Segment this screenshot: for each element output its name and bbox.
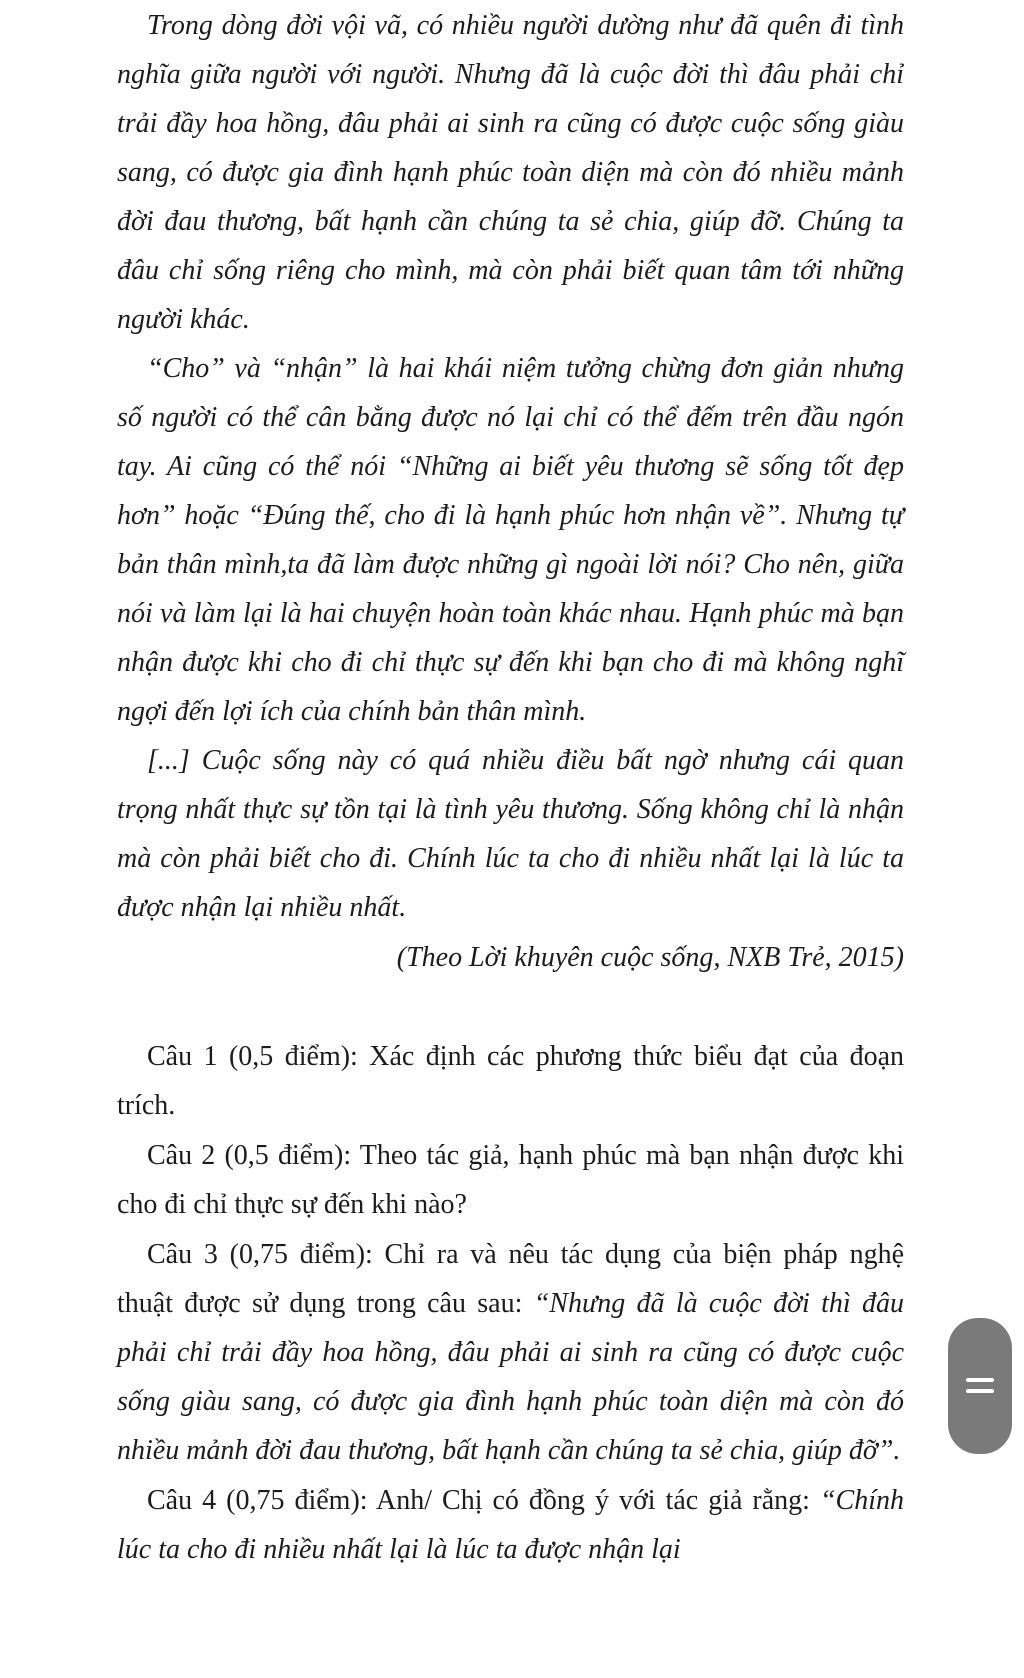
passage-paragraph-1: Trong dòng đời vội vã, có nhiều người dường như đã quên đi tình nghĩa giữa người với người. Nhưng đã là cuộc đời thì đâu phải chỉ trải đầy hoa hồng, đâu phải ai sinh ra cũng có được cuộc sống giàu sang, có được gia đình hạnh phúc toàn diện mà còn đó nhiều mảnh đời đau thương, bất hạnh cần chúng ta sẻ chia, giúp đỡ. Chúng ta đâu chỉ sống riêng cho mình, mà còn phải biết quan tâm tới những người khác.	[117, 10, 904, 335]
reading-passage	[117, 0, 904, 982]
question-1: Câu 1 (0,5 điểm): Xác định các phương thức biểu đạt của đoạn trích.	[117, 1041, 904, 1121]
question-4	[117, 1476, 904, 1574]
question-3-lead: Câu 3 (0,75 điểm): Chỉ ra và nêu tác dụng của biện pháp nghệ thuật được sử dụng trong câu sau:	[117, 1239, 904, 1319]
citation-title: Lời khuyên cuộc sống	[469, 942, 714, 973]
question-list	[117, 1032, 904, 1574]
question-3-quote: “Nhưng đã là cuộc đời thì đâu phải chỉ trải đầy hoa hồng, đâu phải ai sinh ra cũng có được cuộc sống giàu sang, có được gia đình hạnh phúc toàn diện mà còn đó nhiều mảnh đời đau thương, bất hạnh cần chúng ta sẻ chia, giúp đỡ”.	[117, 1288, 904, 1466]
question-2: Câu 2 (0,5 điểm): Theo tác giả, hạnh phúc mà bạn nhận được khi cho đi chỉ thực sự đến khi nào?	[117, 1140, 904, 1220]
passage-citation	[117, 933, 904, 982]
question-4-quote: “Chính lúc ta cho đi nhiều nhất lại là lúc ta được nhận lại	[117, 1485, 904, 1565]
question-3	[117, 1230, 904, 1475]
passage-paragraph-3: [...] Cuộc sống này có quá nhiều điều bất ngờ nhưng cái quan trọng nhất thực sự tồn tại là tình yêu thương. Sống không chỉ là nhận mà còn phải biết cho đi. Chính lúc ta cho đi nhiều nhất lại là lúc ta được nhận lại nhiều nhất.	[117, 745, 904, 923]
question-4-lead: Câu 4 (0,75 điểm): Anh/ Chị có đồng ý với tác giả rằng:	[147, 1485, 820, 1516]
passage-paragraph-2: “Cho” và “nhận” là hai khái niệm tưởng chừng đơn giản nhưng số người có thể cân bằng được nó lại chỉ có thể đếm trên đầu ngón tay. Ai cũng có thể nói “Những ai biết yêu thương sẽ sống tốt đẹp hơn” hoặc “Đúng thế, cho đi là hạnh phúc hơn nhận về”. Nhưng tự bản thân mình,ta đã làm được những gì ngoài lời nói? Cho nên, giữa nói và làm lại là hai chuyện hoàn toàn khác nhau. Hạnh phúc mà bạn nhận được khi cho đi chỉ thực sự đến khi bạn cho đi mà không nghĩ ngợi đến lợi ích của chính bản thân mình.	[117, 353, 904, 727]
citation-prefix: (Theo	[396, 942, 470, 973]
document-content	[117, 0, 904, 1574]
citation-suffix: , NXB Trẻ, 2015)	[713, 942, 904, 973]
scroll-handle[interactable]	[948, 1318, 1012, 1454]
